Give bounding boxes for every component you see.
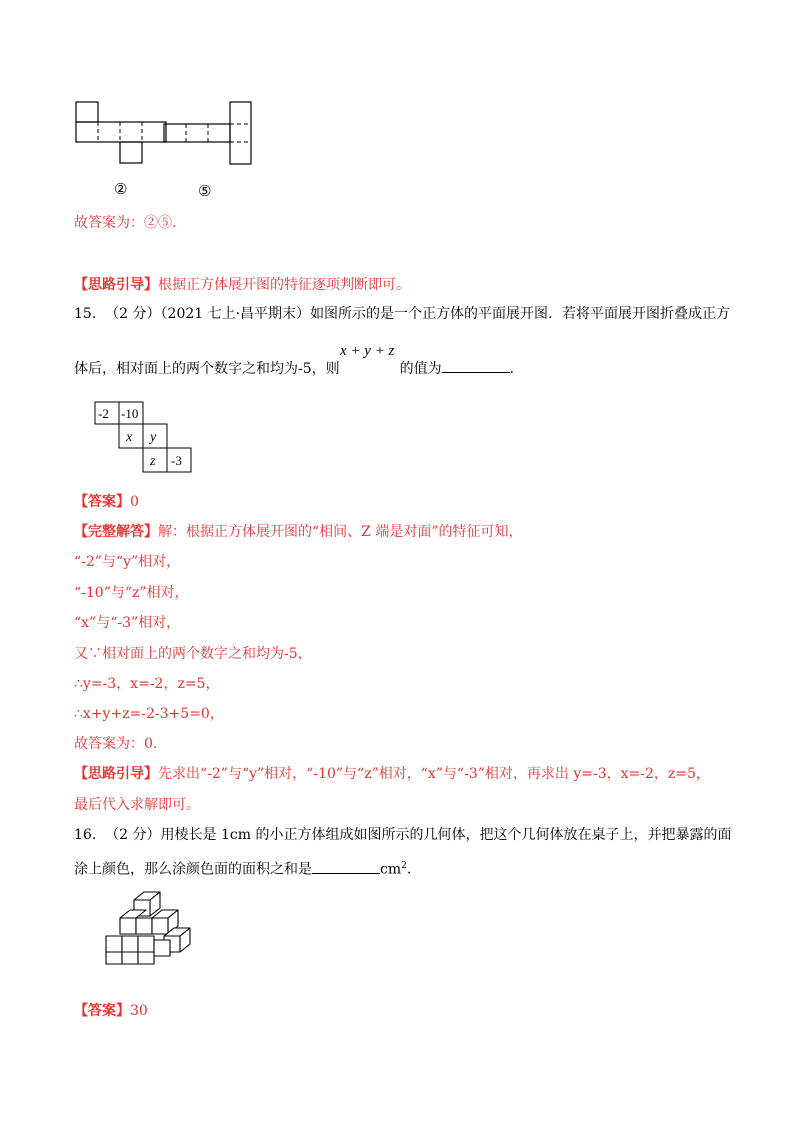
- q15-line1: [74, 304, 730, 324]
- q16-unit: cm: [380, 861, 402, 878]
- q15-solution-line-3: “x”与“-3”相对，: [74, 615, 181, 631]
- hint-text: 根据正方体展开图的特征逐项判断即可。: [158, 277, 410, 293]
- q15-solution-line-0: 【完整解答】解：根据正方体展开图的“相间、Z 端是对面”的特征可知，: [74, 524, 523, 540]
- q15-number: 15.: [74, 306, 97, 322]
- q16-line2: [74, 856, 411, 880]
- q15-text2a: 体后，相对面上的两个数字之和均为-5，则: [74, 361, 340, 377]
- net-cell-neg2: -2: [98, 406, 109, 421]
- net-label-2: ②: [114, 180, 128, 198]
- q16-text2a: 涂上颜色，那么涂颜色面的面积之和是: [74, 861, 312, 878]
- q16-text1: 用棱长是 1cm 的小正方体组成如图所示的几何体，把这个几何体放在桌子上，并把暴露的面: [160, 827, 732, 843]
- q15-net-figure: [94, 401, 194, 473]
- q15-hint-line2: 最后代入求解即可。: [74, 797, 200, 813]
- q16-answer-blank[interactable]: [312, 859, 380, 874]
- cube-nets-figure: [74, 98, 254, 168]
- q16-number: 16.: [74, 827, 97, 843]
- answer-value: 0: [130, 494, 139, 510]
- q15-solution-line-7: 故答案为：0.: [74, 736, 158, 752]
- q15-text1: 如图所示的是一个正方体的平面展开图．若将平面展开图折叠成正方: [310, 306, 731, 322]
- answer-tag: 【答案】: [74, 1003, 130, 1019]
- net-cell-x: x: [126, 430, 133, 445]
- q15-solution-line-1: “-2”与“y”相对，: [74, 554, 181, 570]
- q15-net-grid: [94, 401, 194, 473]
- net-cell-y: y: [150, 430, 157, 445]
- q15-answer: [74, 492, 139, 512]
- q16-answer: [74, 1001, 148, 1021]
- q16-line1: [74, 825, 731, 845]
- q15-solution-line-4: 又∵相对面上的两个数字之和均为-5，: [74, 646, 312, 662]
- answer-prev: 故答案为：②⑤.: [74, 215, 177, 231]
- q15-hint: 【思路引导】先求出“-2”与“y”相对，“-10”与“z”相对，“x”与“-3”相对，再求出 y=-3，x=-2，z=5，: [74, 766, 710, 782]
- net-cell-z: z: [150, 454, 156, 469]
- q15-solution-line-6: ∴x+y+z=-2-3+5=0，: [74, 706, 224, 722]
- answer-value: 30: [130, 1003, 148, 1019]
- net-label-5: ⑤: [198, 182, 212, 200]
- q15-formula: x + y + z: [340, 343, 395, 359]
- q16-text2-end: .: [406, 861, 412, 878]
- stacked-cubes-figure: [100, 890, 200, 970]
- q16-score: （2 分）: [105, 827, 161, 843]
- hint-prev: [74, 275, 410, 295]
- q15-text2b: 的值为: [399, 361, 442, 377]
- net-cell-neg10: -10: [121, 406, 139, 421]
- hint-tag: 【思路引导】: [74, 277, 158, 293]
- q15-score: （2 分）: [105, 306, 161, 322]
- q15-solution-line-5: ∴y=-3，x=-2，z=5，: [74, 676, 220, 692]
- q15-text2-end: .: [509, 361, 515, 377]
- q15-line2: [74, 358, 514, 379]
- net-cell-neg3: -3: [171, 453, 182, 468]
- answer-tag: 【答案】: [74, 494, 130, 510]
- solution-tag: 【完整解答】: [74, 524, 158, 540]
- q16-unit-sup: 2: [401, 861, 407, 871]
- hint-tag: 【思路引导】: [74, 766, 158, 782]
- q15-solution-line-2: “-10”与“z”相对，: [74, 585, 189, 601]
- q15-answer-blank[interactable]: [442, 358, 510, 373]
- q15-source: （2021 七上·昌平期末）: [160, 306, 311, 322]
